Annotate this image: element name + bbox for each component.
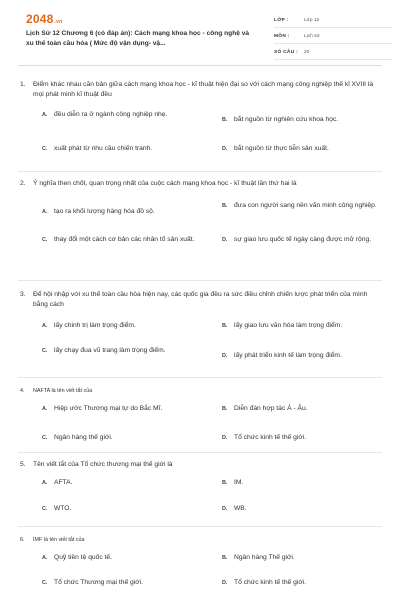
option-d[interactable] xyxy=(222,144,382,154)
question-text: Để hội nhập với xu thế toàn cầu hóa hiện nay, các quốc gia đều ra sức điều chỉnh chiến lược phát triển của mình bằng cách xyxy=(33,291,368,308)
option-letter: D. xyxy=(222,353,228,359)
option-c[interactable] xyxy=(42,346,212,356)
option-text: AFTA. xyxy=(54,479,73,486)
question-3-options xyxy=(18,314,382,378)
option-letter: A. xyxy=(42,480,48,486)
option-text: WB. xyxy=(234,505,247,512)
document-meta xyxy=(274,14,392,62)
question-6 xyxy=(18,535,382,600)
question-text: NAFTA là tên viết tắt của xyxy=(33,388,93,394)
option-d[interactable] xyxy=(222,433,382,443)
option-text: sự giao lưu quốc tế ngày càng được mở rộng. xyxy=(234,236,372,243)
meta-count-value: 20 xyxy=(304,50,310,55)
option-a[interactable] xyxy=(42,207,212,217)
option-a[interactable] xyxy=(42,110,212,120)
option-text: Ngân hàng Thế giới. xyxy=(234,554,295,561)
question-2-options xyxy=(18,193,382,261)
option-d[interactable] xyxy=(222,351,382,361)
option-text: WTO. xyxy=(54,505,72,512)
question-2-stem xyxy=(18,179,382,189)
option-c[interactable] xyxy=(42,504,212,514)
meta-subject xyxy=(274,30,392,44)
option-text: thay đổi một cách cơ bản các nhân tố sản xuất. xyxy=(54,236,195,243)
question-1-options xyxy=(18,104,382,156)
divider xyxy=(18,171,382,172)
question-number: 5. xyxy=(20,461,26,468)
option-text: đều diễn ra ở ngành công nghiệp nhẹ. xyxy=(54,111,168,118)
meta-class xyxy=(274,14,392,28)
meta-count xyxy=(274,46,392,60)
option-letter: A. xyxy=(42,209,48,215)
option-letter: B. xyxy=(222,406,228,412)
option-b[interactable] xyxy=(222,115,382,125)
option-text: lấy phát triển kinh tế làm trọng điểm. xyxy=(234,352,342,359)
option-letter: C. xyxy=(42,435,48,441)
option-letter: B. xyxy=(222,203,228,209)
option-text: bắt nguồn từ nghiên cứu khoa học. xyxy=(234,116,339,123)
meta-count-label: SỐ CÂU : xyxy=(274,50,298,55)
option-a[interactable] xyxy=(42,404,212,414)
option-a[interactable] xyxy=(42,478,212,488)
question-4 xyxy=(18,386,382,456)
option-letter: C. xyxy=(42,580,48,586)
option-letter: D. xyxy=(222,580,228,586)
option-letter: D. xyxy=(222,435,228,441)
meta-class-label: LỚP : xyxy=(274,18,289,23)
option-letter: C. xyxy=(42,348,48,354)
question-1-stem xyxy=(18,80,382,100)
divider xyxy=(18,526,382,527)
question-1 xyxy=(18,80,382,156)
option-letter: D. xyxy=(222,237,228,243)
option-text: Diễn đàn hợp tác Á - Âu. xyxy=(234,405,308,412)
option-b[interactable] xyxy=(222,201,382,211)
option-text: đưa con người sang nền văn minh công nghiệp. xyxy=(234,202,377,209)
logo-suffix: .vn xyxy=(54,19,63,25)
option-text: lấy giao lưu văn hóa làm trọng điểm. xyxy=(234,322,343,329)
question-5-stem xyxy=(18,460,382,470)
option-letter: A. xyxy=(42,112,48,118)
option-text: xuất phát từ nhu cầu chiến tranh. xyxy=(54,145,153,152)
document-header xyxy=(18,0,382,66)
question-3-stem xyxy=(18,290,382,310)
question-5-options xyxy=(18,474,382,526)
option-letter: B. xyxy=(222,480,228,486)
option-d[interactable] xyxy=(222,578,382,588)
option-letter: A. xyxy=(42,406,48,412)
question-text: Điểm khác nhau căn bản giữa cách mạng khoa học - kĩ thuật hiện đại so với cách mạng công nghiệp thế kỉ XVIII là mọi phát minh kĩ thuật đều xyxy=(33,81,374,98)
option-text: tạo ra khối lượng hàng hóa đồ sộ. xyxy=(54,208,155,215)
option-text: bắt nguồn từ thực tiễn sản xuất. xyxy=(234,145,329,152)
option-b[interactable] xyxy=(222,478,382,488)
question-2 xyxy=(18,179,382,261)
option-b[interactable] xyxy=(222,553,382,563)
document-title: Lịch Sử 12 Chương 6 (có đáp án): Cách mạng khoa học - công nghệ và xu thế toàn cầu hóa ( Mức độ vận dụng- vậ... xyxy=(26,30,250,47)
question-text: Tên viết tắt của Tổ chức thương mại thế giới là xyxy=(33,461,173,468)
question-text: Ý nghĩa then chốt, quan trọng nhất của cuộc cách mạng khoa học - kĩ thuật lần thứ hai là xyxy=(33,180,297,187)
option-b[interactable] xyxy=(222,321,382,331)
question-6-options xyxy=(18,549,382,600)
option-a[interactable] xyxy=(42,321,212,331)
question-4-stem xyxy=(18,386,382,396)
option-d[interactable] xyxy=(222,504,382,514)
question-number: 6. xyxy=(20,537,25,543)
option-text: Tổ chức Thương mại thế giới. xyxy=(54,579,143,586)
question-6-stem xyxy=(18,535,382,545)
option-letter: D. xyxy=(222,506,228,512)
divider xyxy=(18,377,382,378)
option-letter: B. xyxy=(222,323,228,329)
option-text: Tổ chức kinh tế thế giới. xyxy=(234,434,307,441)
question-number: 4. xyxy=(20,388,25,394)
option-letter: A. xyxy=(42,323,48,329)
meta-subject-value: Lịch sử xyxy=(304,34,320,39)
option-text: Tổ chức kinh tế thế giới. xyxy=(234,579,307,586)
option-text: Quỹ tiền tệ quốc tế. xyxy=(54,554,112,561)
option-letter: C. xyxy=(42,506,48,512)
divider xyxy=(18,452,382,453)
divider xyxy=(18,280,382,281)
option-d[interactable] xyxy=(222,235,382,245)
option-text: IM. xyxy=(234,479,244,486)
question-number: 3. xyxy=(20,291,26,298)
option-letter: D. xyxy=(222,146,228,152)
meta-subject-label: MÔN : xyxy=(274,34,290,39)
question-text: IMF là tên viết tắt của xyxy=(33,537,85,543)
option-text: Ngân hàng thế giới. xyxy=(54,434,113,441)
question-5 xyxy=(18,460,382,526)
question-3 xyxy=(18,290,382,378)
option-text: lấy chinh trị làm trọng điểm. xyxy=(54,322,136,329)
question-4-options xyxy=(18,400,382,456)
option-text: Hiệp ước Thương mại tự do Bắc Mĩ. xyxy=(54,405,163,412)
option-letter: A. xyxy=(42,555,48,561)
option-c[interactable] xyxy=(42,144,212,154)
option-text: lấy chạy đua vũ trang làm trọng điểm. xyxy=(54,347,166,354)
option-letter: C. xyxy=(42,146,48,152)
option-c[interactable] xyxy=(42,433,212,443)
option-letter: B. xyxy=(222,117,228,123)
option-b[interactable] xyxy=(222,404,382,414)
logo-text: 2048 xyxy=(26,12,54,26)
option-letter: B. xyxy=(222,555,228,561)
option-a[interactable] xyxy=(42,553,212,563)
option-c[interactable] xyxy=(42,235,212,245)
option-c[interactable] xyxy=(42,578,212,588)
site-logo[interactable] xyxy=(26,12,62,26)
question-number: 2. xyxy=(20,180,26,187)
option-letter: C. xyxy=(42,237,48,243)
meta-class-value: Lớp 12 xyxy=(304,18,320,23)
question-number: 1. xyxy=(20,81,26,88)
